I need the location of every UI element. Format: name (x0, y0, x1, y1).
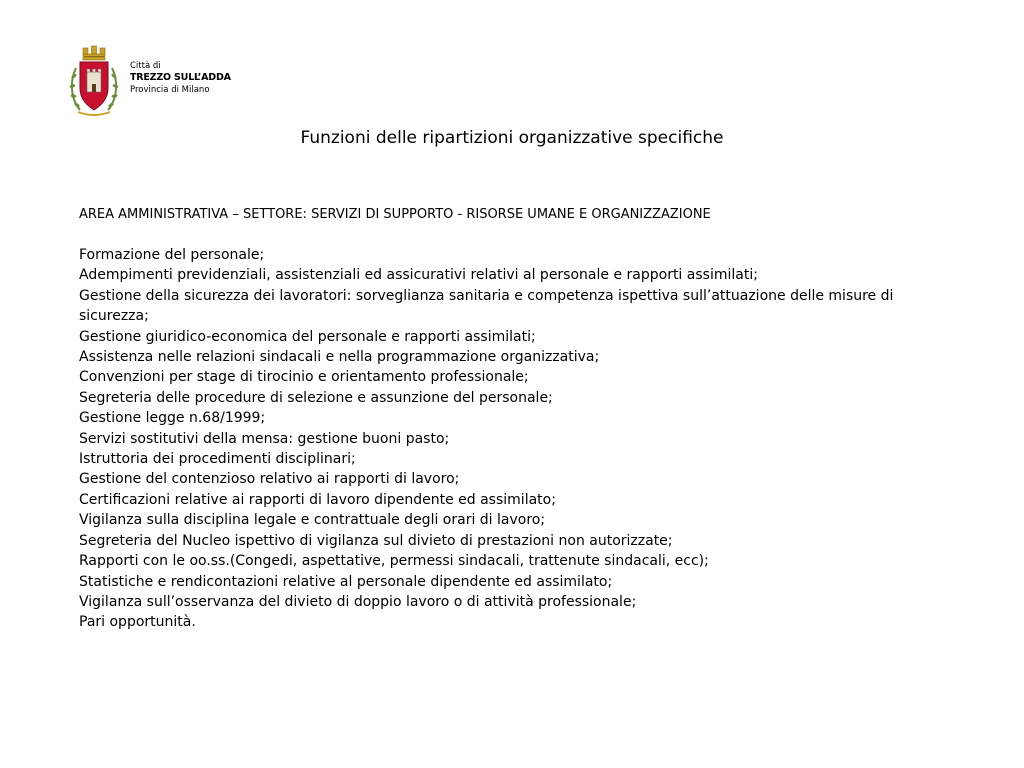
list-item: Assistenza nelle relazioni sindacali e nella programmazione organizzativa; (79, 349, 600, 366)
list-item: Adempimenti previdenziali, assistenziali ed assicurativi relativi al personale e rapporti assimilati; (79, 267, 758, 284)
list-item: Rapporti con le oo.ss.(Congedi, aspettative, permessi sindacali, trattenute sindacali, ecc); (79, 553, 709, 570)
logo-city-prefix: Città di (130, 61, 161, 71)
list-item: Gestione del contenzioso relativo ai rapporti di lavoro; (79, 471, 460, 488)
list-item: Certificazioni relative ai rapporti di lavoro dipendente ed assimilato; (79, 491, 556, 508)
crown-icon (83, 46, 105, 60)
logo-province: Provincia di Milano (130, 85, 210, 95)
list-item: Gestione legge n.68/1999; (79, 410, 266, 427)
coat-of-arms-icon (66, 44, 122, 122)
logo-text (130, 60, 231, 96)
logo-city-name: TREZZO SULL’ADDA (130, 72, 231, 83)
list-item: Statistiche e rendicontazioni relative al personale dipendente ed assimilato; (79, 573, 613, 590)
section-heading: AREA AMMINISTRATIVA – SETTORE: SERVIZI DI SUPPORTO - RISORSE UMANE E ORGANIZZAZIONE (79, 207, 711, 222)
page-title: Funzioni delle ripartizioni organizzative specifiche (300, 128, 724, 148)
municipality-logo (66, 44, 246, 124)
list-item: Pari opportunità. (79, 614, 196, 631)
list-item: Gestione giuridico-economica del personale e rapporti assimilati; (79, 328, 536, 345)
list-item: Servizi sostitutivi della mensa: gestione buoni pasto; (79, 430, 450, 447)
list-item: Vigilanza sulla disciplina legale e contrattuale degli orari di lavoro; (79, 512, 546, 529)
list-item: Convenzioni per stage di tirocinio e orientamento professionale; (79, 369, 529, 386)
list-item: Gestione della sicurezza dei lavoratori: sorveglianza sanitaria e competenza ispettiva sull’attuazione delle misure di sicurezza; (79, 287, 894, 325)
list-item: Segreteria del Nucleo ispettivo di vigilanza sul divieto di prestazioni non autorizzate; (79, 532, 673, 549)
list-item: Formazione del personale; (79, 247, 265, 263)
functions-list (79, 245, 909, 633)
list-item: Segreteria delle procedure di selezione e assunzione del personale; (79, 389, 553, 406)
list-item: Vigilanza sull’osservanza del divieto di doppio lavoro o di attività professionale; (79, 593, 637, 610)
list-item: Istruttoria dei procedimenti disciplinari; (79, 451, 356, 468)
content-body (79, 205, 909, 633)
